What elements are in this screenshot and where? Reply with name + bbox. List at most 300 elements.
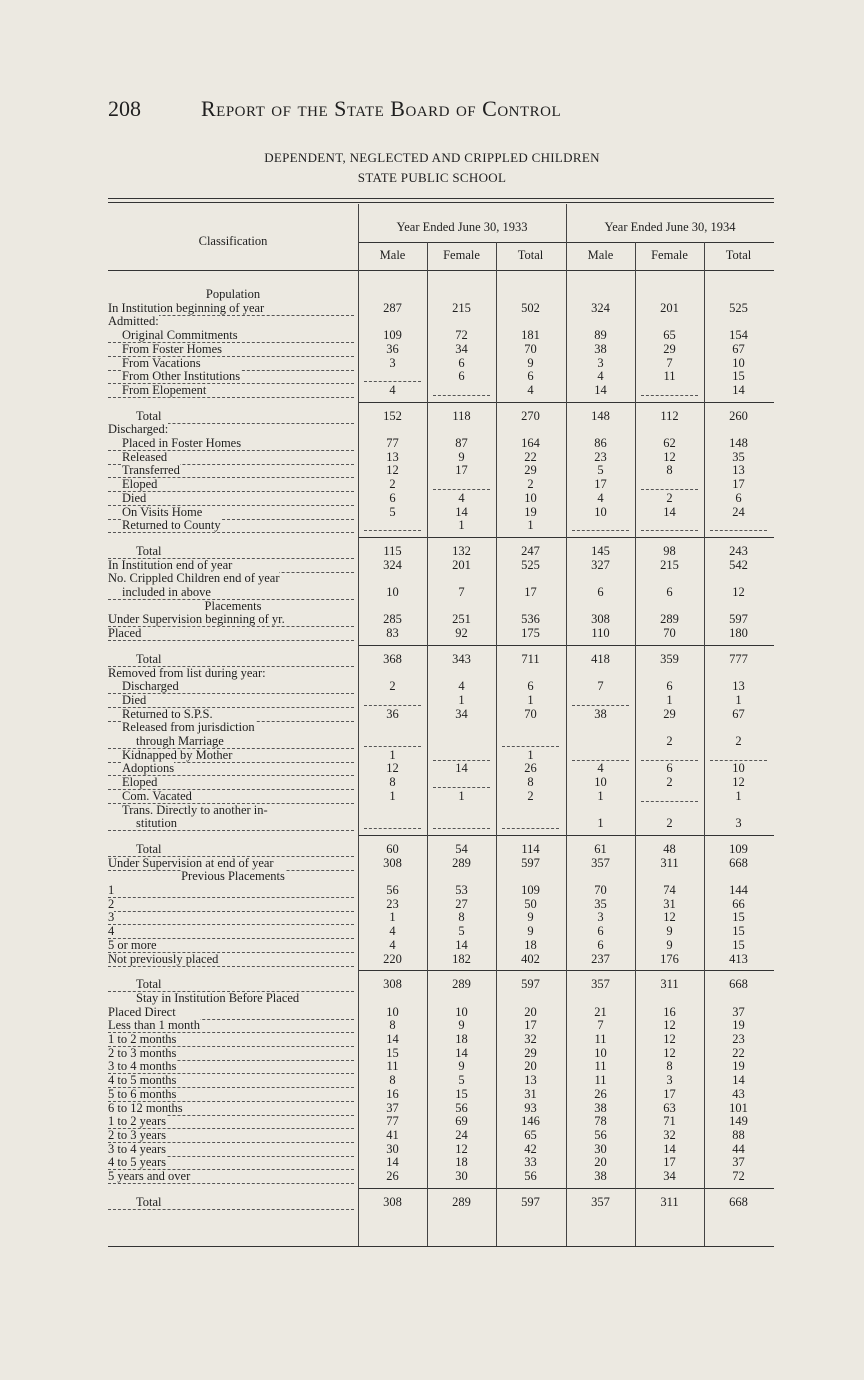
table-cell: 14	[732, 382, 745, 397]
table-cell: 77	[386, 1114, 399, 1129]
table-cell: 5	[458, 1073, 465, 1088]
column-header-total: Total	[725, 248, 752, 262]
table-cell: 35	[594, 896, 607, 911]
table-cell: 1	[389, 747, 396, 762]
row-label: Released	[122, 450, 168, 464]
table-cell: 56	[524, 1169, 537, 1183]
table-cell: 149	[729, 1114, 748, 1129]
table-cell: 32	[663, 1127, 676, 1142]
table-cell: 8	[666, 1059, 673, 1074]
table-cell: 289	[660, 612, 679, 627]
table-cell: 118	[452, 408, 471, 423]
table-cell: 50	[524, 896, 537, 911]
row-label: 3 to 4 months	[108, 1060, 177, 1074]
table-cell: 112	[660, 408, 679, 423]
table-cell: 12	[663, 449, 676, 464]
table-cell: 21	[594, 1004, 607, 1019]
table-cell: 29	[524, 1045, 537, 1060]
table-cell: 33	[524, 1155, 537, 1170]
page-number: 208	[108, 96, 141, 121]
table-cell: 62	[663, 436, 676, 450]
row-label: 4 to 5 months	[108, 1074, 177, 1088]
table-cell: 9	[666, 937, 673, 952]
table-cell: 152	[383, 408, 402, 423]
row-label: Population	[205, 288, 261, 301]
table-cell: 11	[594, 1073, 607, 1088]
table-cell: 6	[458, 355, 465, 370]
row-label: 2	[108, 897, 115, 911]
table-cell: 60	[386, 841, 399, 856]
table-cell: 23	[386, 896, 399, 911]
empty-cell-dash	[364, 530, 421, 531]
column-header-female: Female	[443, 248, 480, 262]
table-cell: 70	[524, 706, 537, 721]
table-cell: 15	[732, 369, 745, 384]
table-cell: 20	[524, 1059, 537, 1074]
row-label: From Elopement	[122, 383, 207, 397]
table-cell: 711	[521, 651, 540, 666]
table-cell: 368	[383, 651, 402, 666]
table-cell: 92	[455, 626, 468, 641]
row-label: Adoptions	[122, 762, 175, 776]
table-cell: 12	[663, 1032, 676, 1046]
table-cell: 88	[732, 1127, 745, 1142]
empty-cell-dash	[572, 705, 629, 706]
table-cell: 308	[591, 612, 610, 627]
page-header	[108, 96, 768, 124]
table-cell: 12	[732, 775, 745, 790]
table-cell: 19	[732, 1018, 745, 1033]
table-cell: 8	[389, 1018, 396, 1033]
table-cell: 38	[594, 1169, 607, 1183]
table-cell: 70	[594, 883, 607, 897]
table-cell: 26	[524, 761, 537, 776]
empty-cell-dash	[641, 489, 698, 490]
empty-cell-dash	[641, 530, 698, 531]
table-cell: 4	[597, 369, 604, 384]
table-cell: 6	[527, 369, 534, 384]
table-cell: 12	[663, 1045, 676, 1060]
table-cell: 148	[591, 408, 610, 423]
table-cell: 418	[591, 651, 610, 666]
table-cell: 4	[389, 937, 396, 952]
column-divider	[427, 242, 428, 1246]
table-cell: 215	[452, 300, 471, 315]
table-cell: 14	[455, 937, 468, 952]
row-label: Total	[136, 978, 162, 992]
row-label: stitution	[136, 817, 177, 831]
row-label: Discharged	[122, 680, 179, 694]
column-header-male: Male	[379, 248, 406, 262]
table-cell: 2	[666, 734, 673, 748]
table-cell: 22	[524, 449, 537, 464]
empty-cell-dash	[364, 828, 421, 829]
table-cell: 14	[663, 1141, 676, 1156]
table-cell: 8	[458, 910, 465, 925]
table-cell: 4	[458, 490, 465, 505]
table-cell: 12	[732, 585, 745, 599]
table-cell: 597	[521, 1194, 540, 1209]
table-cell: 243	[729, 543, 748, 558]
table-cell: 3	[597, 355, 604, 370]
row-label: 1 to 2 months	[108, 1033, 177, 1046]
empty-cell-dash	[572, 530, 629, 531]
row-label: Returned to County	[122, 519, 221, 533]
table-cell: 12	[386, 463, 399, 478]
row-label: Original Commitments	[122, 329, 238, 343]
table-cell: 7	[666, 355, 673, 370]
table-cell: 72	[455, 328, 468, 343]
table-cell: 668	[729, 977, 748, 992]
table-cell: 37	[732, 1004, 745, 1019]
table-cell: 11	[594, 1032, 607, 1046]
table-cell: 324	[383, 557, 402, 572]
table-cell: 41	[386, 1127, 399, 1142]
table-cell: 56	[594, 1127, 607, 1142]
table-cell: 110	[591, 626, 610, 641]
table-cell: 6	[527, 679, 534, 694]
table-cell: 27	[455, 896, 468, 911]
empty-cell-dash	[433, 489, 490, 490]
table-cell: 67	[732, 706, 745, 721]
table-cell: 74	[663, 883, 676, 897]
row-label: From Vacations	[122, 356, 201, 370]
table-cell: 13	[386, 449, 399, 464]
table-cell: 17	[594, 477, 607, 492]
table-cell: 20	[524, 1004, 537, 1019]
table-cell: 35	[732, 449, 745, 464]
table-cell: 327	[591, 557, 610, 572]
table-cell: 6	[666, 761, 673, 776]
table-cell: 14	[386, 1032, 399, 1046]
table-cell: 6	[666, 679, 673, 694]
table-cell: 2	[389, 679, 396, 694]
table-cell: 10	[594, 504, 607, 519]
table-cell: 11	[594, 1059, 607, 1074]
table-cell: 109	[521, 883, 540, 897]
table-cell: 16	[386, 1086, 399, 1101]
table-cell: 597	[729, 612, 748, 627]
table-cell: 287	[383, 300, 402, 315]
table-cell: 56	[386, 883, 399, 897]
table-cell: 114	[521, 841, 540, 856]
table-cell: 2	[735, 734, 742, 748]
table-cell: 13	[732, 679, 745, 694]
table-cell: 8	[389, 1073, 396, 1088]
table-cell: 9	[458, 449, 465, 464]
row-label: No. Crippled Children end of year	[108, 572, 280, 586]
table-cell: 308	[383, 1194, 402, 1209]
row-label: Kidnapped by Mother	[122, 748, 233, 762]
table-cell: 4	[389, 382, 396, 397]
table-cell: 4	[527, 382, 534, 397]
table-cell: 502	[521, 300, 540, 315]
row-label: included in above	[122, 586, 211, 599]
table-cell: 72	[732, 1169, 745, 1183]
table-cell: 17	[663, 1086, 676, 1101]
table-cell: 10	[386, 585, 399, 599]
table-cell: 10	[386, 1004, 399, 1019]
row-label: Total	[136, 842, 162, 856]
table-cell: 181	[521, 328, 540, 343]
table-cell: 10	[732, 355, 745, 370]
table-cell: 17	[732, 477, 745, 492]
report-title: Report of the State Board of Control	[201, 96, 562, 121]
table-cell: 13	[524, 1073, 537, 1088]
empty-cell-dash	[502, 746, 559, 747]
row-label: 1 to 2 years	[108, 1115, 166, 1129]
table-cell: 1	[389, 910, 396, 925]
empty-cell-dash	[502, 828, 559, 829]
table-cell: 15	[386, 1045, 399, 1060]
table-cell: 1	[597, 788, 604, 803]
row-label: Less than 1 month	[108, 1019, 201, 1033]
row-label: 3 to 4 years	[108, 1142, 166, 1156]
table-cell: 13	[732, 463, 745, 478]
table-cell: 6	[597, 937, 604, 952]
table-cell: 12	[663, 1018, 676, 1033]
empty-cell-dash	[364, 705, 421, 706]
table-cell: 34	[455, 341, 468, 356]
table-cell: 6	[597, 585, 604, 599]
row-label: 5 years and over	[108, 1170, 191, 1183]
bottom-rule	[108, 1246, 774, 1247]
row-label: In Institution beginning of year	[108, 301, 265, 315]
table-cell: 260	[729, 408, 748, 423]
table-cell: 4	[597, 761, 604, 776]
table-subtitle: STATE PUBLIC SCHOOL	[357, 170, 507, 185]
table-cell: 14	[594, 382, 607, 397]
table-cell: 78	[594, 1114, 607, 1129]
table-cell: 69	[455, 1114, 468, 1129]
row-label: Com. Vacated	[122, 789, 192, 803]
table-cell: 17	[455, 463, 468, 478]
table-cell: 3	[735, 816, 742, 831]
column-header-male: Male	[587, 248, 614, 262]
table-cell: 1	[458, 518, 465, 533]
table-cell: 9	[458, 1018, 465, 1033]
table-cell: 324	[591, 300, 610, 315]
table-cell: 38	[594, 1100, 607, 1115]
table-cell: 86	[594, 436, 607, 450]
table-cell: 14	[663, 504, 676, 519]
table-cell: 66	[732, 896, 745, 911]
table-cell: 26	[386, 1169, 399, 1183]
table-cell: 6	[597, 924, 604, 939]
table-cell: 289	[452, 977, 471, 992]
table-cell: 44	[732, 1141, 745, 1156]
table-cell: 5	[389, 504, 396, 519]
row-label: through Marriage	[136, 735, 224, 748]
row-label: 6 to 12 months	[108, 1101, 183, 1115]
table-cell: 11	[386, 1059, 399, 1074]
table-cell: 98	[663, 543, 676, 558]
table-cell: 70	[663, 626, 676, 641]
row-label: 5 to 6 months	[108, 1087, 177, 1101]
row-label: Total	[136, 409, 162, 423]
table-cell: 15	[732, 910, 745, 925]
row-label: From Other Institutions	[122, 370, 241, 384]
row-label: 3	[108, 911, 115, 925]
table-cell: 359	[660, 651, 679, 666]
table-cell: 3	[666, 1073, 673, 1088]
table-cell: 5	[458, 924, 465, 939]
row-label: 2 to 3 years	[108, 1128, 166, 1142]
table-cell: 7	[597, 1018, 604, 1033]
table-cell: 23	[732, 1032, 745, 1046]
table-cell: 10	[594, 775, 607, 790]
table-cell: 56	[455, 1100, 468, 1115]
table-cell: 36	[386, 341, 399, 356]
row-label: Placed Direct	[108, 1005, 176, 1019]
table-cell: 2	[666, 775, 673, 790]
header-bottom-rule	[108, 270, 774, 271]
table-cell: 1	[458, 788, 465, 803]
top-rule	[108, 198, 774, 199]
empty-cell-dash	[641, 395, 698, 396]
table-cell: 1	[527, 518, 534, 533]
row-label: 2 to 3 months	[108, 1046, 177, 1060]
table-cell: 38	[594, 341, 607, 356]
table-cell: 9	[458, 1059, 465, 1074]
table-cell: 89	[594, 328, 607, 343]
table-cell: 247	[521, 543, 540, 558]
table-cell: 15	[732, 924, 745, 939]
table-cell: 176	[660, 951, 679, 966]
table-cell: 38	[594, 706, 607, 721]
table-cell: 65	[663, 328, 676, 343]
table-cell: 285	[383, 612, 402, 627]
table-cell: 30	[594, 1141, 607, 1156]
row-label: Died	[122, 693, 147, 707]
table-cell: 2	[527, 788, 534, 803]
table-cell: 54	[455, 841, 468, 856]
table-cell: 67	[732, 341, 745, 356]
table-cell: 10	[732, 761, 745, 776]
table-cell: 311	[660, 1194, 679, 1209]
column-divider	[704, 242, 705, 1246]
table-cell: 1	[527, 692, 534, 707]
table-cell: 70	[524, 341, 537, 356]
table-cell: 29	[524, 463, 537, 478]
statistics-table	[108, 198, 774, 1258]
table-cell: 30	[455, 1169, 468, 1183]
table-cell: 14	[455, 1045, 468, 1060]
table-cell: 15	[732, 937, 745, 952]
table-cell: 542	[729, 557, 748, 572]
empty-cell-dash	[710, 530, 767, 531]
table-cell: 311	[660, 977, 679, 992]
table-cell: 145	[591, 543, 610, 558]
table-cell: 6	[666, 585, 673, 599]
table-cell: 9	[527, 355, 534, 370]
table-cell: 22	[732, 1045, 745, 1060]
table-cell: 7	[597, 679, 604, 694]
table-cell: 34	[663, 1169, 676, 1183]
row-label: Under Supervision at end of year	[108, 856, 274, 870]
column-divider	[496, 242, 497, 1246]
table-cell: 175	[521, 626, 540, 641]
table-cell: 525	[521, 557, 540, 572]
row-label: Placements	[204, 599, 262, 613]
table-cell: 5	[597, 463, 604, 478]
table-cell: 19	[524, 504, 537, 519]
table-cell: 525	[729, 300, 748, 315]
table-cell: 16	[663, 1004, 676, 1019]
table-cell: 12	[663, 910, 676, 925]
column-divider	[566, 204, 567, 1246]
table-cell: 26	[594, 1086, 607, 1101]
table-cell: 17	[524, 585, 537, 599]
table-cell: 6	[735, 490, 742, 505]
table-cell: 536	[521, 612, 540, 627]
row-label: Discharged:	[108, 423, 169, 437]
row-label: Total	[136, 1195, 162, 1209]
row-label: Returned to S.P.S.	[122, 707, 213, 721]
year-1933-header: Year Ended June 30, 1933	[396, 220, 528, 234]
table-cell: 8	[527, 775, 534, 790]
row-label: Eloped	[122, 478, 158, 492]
table-cell: 1	[666, 692, 673, 707]
table-cell: 289	[452, 1194, 471, 1209]
row-label: Under Supervision beginning of yr.	[108, 613, 285, 627]
table-cell: 215	[660, 557, 679, 572]
year-1934-header: Year Ended June 30, 1934	[604, 220, 736, 234]
table-cell: 11	[663, 369, 676, 384]
table-cell: 34	[455, 706, 468, 721]
table-cell: 357	[591, 977, 610, 992]
row-label: Eloped	[122, 776, 158, 790]
table-cell: 42	[524, 1141, 537, 1156]
table-cell: 8	[666, 463, 673, 478]
row-label: 5 or more	[108, 938, 157, 952]
row-label: 4	[108, 925, 115, 939]
table-cell: 2	[389, 477, 396, 492]
table-cell: 182	[452, 951, 471, 966]
table-cell: 10	[594, 1045, 607, 1060]
table-cell: 115	[383, 543, 402, 558]
row-label: In Institution end of year	[108, 558, 233, 572]
table-cell: 63	[663, 1100, 676, 1115]
table-cell: 413	[729, 951, 748, 966]
table-cell: 311	[660, 855, 679, 870]
table-cell: 777	[729, 651, 748, 666]
table-cell: 87	[455, 436, 468, 450]
table-cell: 1	[458, 692, 465, 707]
table-cell: 43	[732, 1086, 745, 1101]
row-label: Not previously placed	[108, 952, 219, 966]
table-cell: 17	[524, 1018, 537, 1033]
table-cell: 1	[735, 692, 742, 707]
row-label: Total	[136, 544, 162, 558]
row-label: Stay in Institution Before Placed	[136, 991, 300, 1005]
row-label: On Visits Home	[122, 505, 203, 519]
row-label: Removed from list during year:	[108, 666, 266, 680]
table-cell: 146	[521, 1114, 540, 1129]
table-cell: 15	[455, 1086, 468, 1101]
table-cell: 32	[524, 1032, 537, 1046]
row-label: Placed	[108, 627, 142, 641]
table-cell: 18	[455, 1155, 468, 1170]
row-label: From Foster Homes	[122, 342, 222, 356]
table-cell: 597	[521, 977, 540, 992]
column-divider	[635, 242, 636, 1246]
table-cell: 668	[729, 855, 748, 870]
table-cell: 93	[524, 1100, 537, 1115]
table-cell: 31	[524, 1086, 537, 1101]
table-cell: 61	[594, 841, 607, 856]
table-cell: 357	[591, 1194, 610, 1209]
